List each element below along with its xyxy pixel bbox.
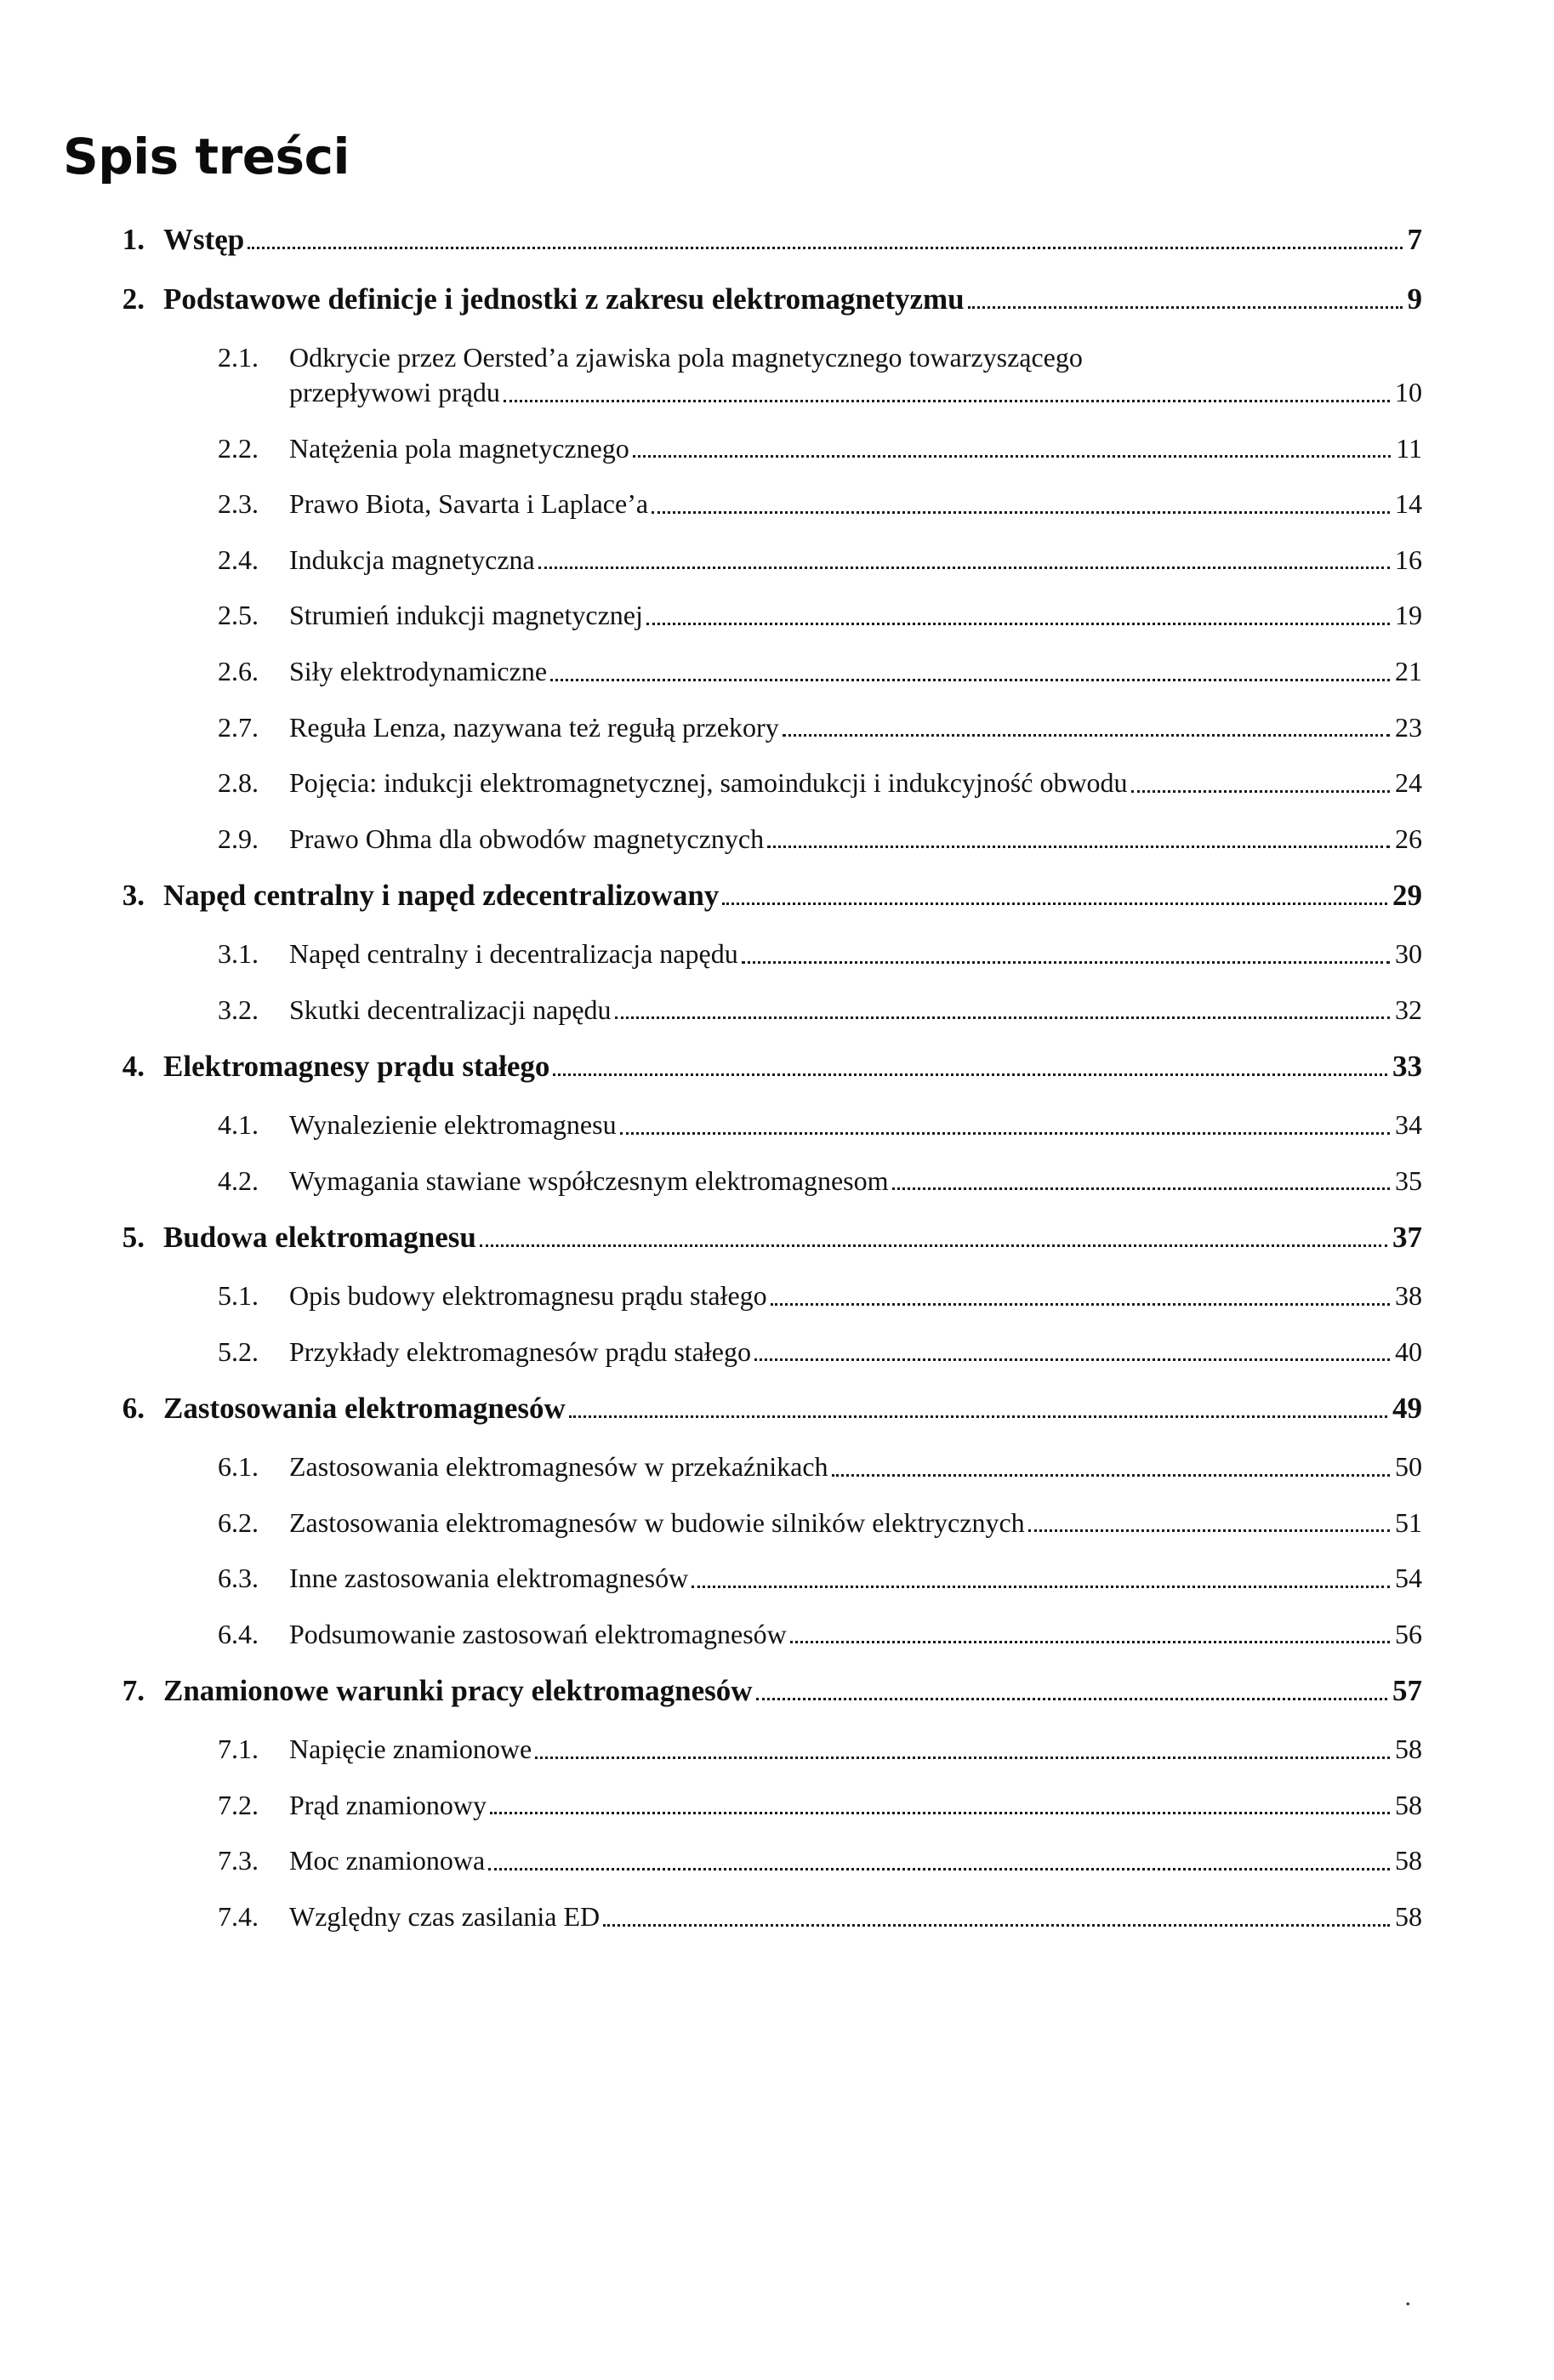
toc-entry-2[interactable] (51, 281, 1422, 318)
toc-entry-63[interactable] (51, 1561, 1422, 1597)
toc-leader-dots (968, 306, 1403, 309)
toc-entry-label: Siły elektrodynamiczne (289, 656, 548, 687)
toc-entry-number: 7.2. (218, 1789, 259, 1820)
toc-entry-label: Wynalezienie elektromagnesu (289, 1109, 617, 1141)
toc-entry-number: 4.1. (218, 1109, 259, 1141)
toc-entry-number: 7.3. (218, 1845, 259, 1876)
toc-leader-dots (783, 734, 1390, 737)
toc-page-number: 57 (1392, 1674, 1422, 1708)
toc-leader-dots (832, 1474, 1390, 1477)
toc-entry-number: 2.4. (218, 544, 259, 575)
toc-entry-label: Względny czas zasilania ED (289, 1900, 601, 1932)
toc-entry-label: Strumień indukcji magnetycznej (289, 600, 643, 631)
toc-entry-74[interactable] (51, 1899, 1422, 1935)
toc-entry-number: 7.4. (218, 1900, 259, 1932)
toc-entry-51[interactable] (51, 1278, 1422, 1314)
toc-leader-dots (652, 511, 1390, 514)
toc-entry-label: Wymagania stawiane współczesnym elektromagnesom (289, 1164, 889, 1196)
toc-entry-label: Reguła Lenza, nazywana też regułą przekory (289, 711, 779, 743)
toc-leader-dots (633, 455, 1391, 458)
toc-entry-number: 6. (122, 1392, 145, 1426)
toc-entry-number: 5. (122, 1221, 145, 1255)
toc-entry-number: 6.3. (218, 1563, 259, 1594)
toc-entry-label: Inne zastosowania elektromagnesów (289, 1563, 689, 1594)
table-of-contents (51, 221, 1422, 1935)
toc-entry-label: Podsumowanie zastosowań elektromagnesów (289, 1618, 787, 1649)
toc-entry-label: Znamionowe warunki pracy elektromagnesów (163, 1674, 753, 1708)
toc-entry-number: 7. (122, 1674, 145, 1708)
toc-leader-dots (620, 1132, 1390, 1135)
toc-entry-number: 2.8. (218, 767, 259, 799)
toc-entry-label: Napęd centralny i decentralizacja napędu (289, 938, 738, 970)
toc-entry-21[interactable] (51, 340, 1422, 411)
toc-leader-dots (790, 1641, 1390, 1643)
toc-leader-dots (504, 400, 1390, 402)
toc-page-number: 33 (1392, 1050, 1422, 1084)
toc-entry-label: Prawo Ohma dla obwodów magnetycznych (289, 823, 765, 854)
toc-entry-29[interactable] (51, 822, 1422, 857)
toc-entry-22[interactable] (51, 431, 1422, 467)
toc-page-number: 49 (1392, 1392, 1422, 1426)
toc-leader-dots (1131, 790, 1390, 793)
toc-page-number: 35 (1395, 1164, 1422, 1196)
toc-leader-dots (722, 902, 1387, 905)
toc-entry-6[interactable] (51, 1390, 1422, 1427)
toc-leader-dots (742, 961, 1390, 964)
toc-entry-label: Napęd centralny i napęd zdecentralizowany (163, 879, 720, 913)
toc-page-number: 26 (1395, 823, 1422, 854)
toc-entry-label: Odkrycie przez Oersted’a zjawiska pola magnetycznego towarzyszącego (289, 341, 1083, 373)
toc-page-number: 14 (1395, 488, 1422, 520)
toc-entry-1[interactable] (51, 221, 1422, 259)
toc-entry-number: 7.1. (218, 1734, 259, 1765)
toc-page-number: 23 (1395, 711, 1422, 743)
toc-page-number: 50 (1395, 1451, 1422, 1482)
toc-page-number: 16 (1395, 544, 1422, 575)
toc-page-number: 54 (1395, 1563, 1422, 1594)
toc-entry-61[interactable] (51, 1449, 1422, 1485)
toc-leader-dots (248, 247, 1402, 249)
toc-page-number: 58 (1395, 1900, 1422, 1932)
toc-entry-label: Opis budowy elektromagnesu prądu stałego (289, 1280, 767, 1312)
toc-entry-31[interactable] (51, 937, 1422, 972)
toc-entry-28[interactable] (51, 766, 1422, 801)
toc-entry-7[interactable] (51, 1672, 1422, 1710)
toc-leader-dots (488, 1868, 1390, 1870)
toc-leader-dots (646, 623, 1390, 625)
toc-entry-number: 2.3. (218, 488, 259, 520)
toc-entry-73[interactable] (51, 1843, 1422, 1879)
toc-entry-label: Zastosowania elektromagnesów (163, 1392, 566, 1426)
toc-leader-dots (550, 679, 1390, 681)
page-title: Spis treści (63, 128, 350, 185)
toc-page-number: 10 (1395, 377, 1422, 408)
toc-entry-number: 6.2. (218, 1506, 259, 1538)
toc-entry-32[interactable] (51, 993, 1422, 1028)
toc-page-number: 58 (1395, 1734, 1422, 1765)
toc-leader-dots (615, 1016, 1390, 1019)
toc-leader-dots (490, 1812, 1390, 1814)
toc-entry-number: 4.2. (218, 1164, 259, 1196)
toc-entry-label: Prawo Biota, Savarta i Laplace’a (289, 488, 649, 520)
toc-entry-number: 2. (122, 282, 145, 316)
toc-entry-23[interactable] (51, 487, 1422, 522)
toc-entry-label: Indukcja magnetyczna (289, 544, 535, 575)
toc-entry-64[interactable] (51, 1617, 1422, 1653)
toc-entry-4[interactable] (51, 1048, 1422, 1085)
toc-entry-label: Budowa elektromagnesu (163, 1221, 476, 1255)
toc-page-number: 51 (1395, 1506, 1422, 1538)
toc-entry-24[interactable] (51, 543, 1422, 578)
toc-entry-number: 2.2. (218, 432, 259, 464)
toc-leader-dots (771, 1303, 1390, 1306)
toc-entry-number: 5.2. (218, 1335, 259, 1367)
toc-entry-number: 2.7. (218, 711, 259, 743)
toc-page-number: 24 (1395, 767, 1422, 799)
toc-page-number: 19 (1395, 600, 1422, 631)
toc-entry-number: 2.6. (218, 656, 259, 687)
toc-entry-number: 5.1. (218, 1280, 259, 1312)
toc-entry-label: Zastosowania elektromagnesów w przekaźnikach (289, 1451, 828, 1482)
toc-entry-label: Zastosowania elektromagnesów w budowie silników elektrycznych (289, 1506, 1025, 1538)
toc-entry-label: Skutki decentralizacji napędu (289, 994, 612, 1025)
toc-entry-number: 6.4. (218, 1618, 259, 1649)
toc-entry-41[interactable] (51, 1107, 1422, 1143)
toc-page-number: 58 (1395, 1845, 1422, 1876)
toc-page-number: 32 (1395, 994, 1422, 1025)
toc-leader-dots (480, 1244, 1387, 1247)
toc-leader-dots (754, 1358, 1390, 1361)
toc-entry-3[interactable] (51, 877, 1422, 914)
toc-entry-42[interactable] (51, 1164, 1422, 1199)
toc-entry-label: Wstęp (163, 223, 245, 256)
toc-entry-label: Natężenia pola magnetycznego (289, 432, 629, 464)
toc-entry-71[interactable] (51, 1732, 1422, 1768)
toc-entry-5[interactable] (51, 1219, 1422, 1256)
toc-page-number: 9 (1407, 282, 1422, 316)
toc-entry-label-continued: przepływowi prądu (289, 377, 500, 408)
page-footer-mark: . (1404, 2283, 1411, 2311)
toc-entry-label: Elektromagnesy prądu stałego (163, 1050, 550, 1084)
toc-entry-number: 2.5. (218, 600, 259, 631)
toc-leader-dots (553, 1073, 1387, 1076)
toc-leader-dots (756, 1698, 1387, 1700)
toc-entry-label: Przykłady elektromagnesów prądu stałego (289, 1335, 751, 1367)
toc-page-number: 56 (1395, 1618, 1422, 1649)
toc-leader-dots (569, 1415, 1387, 1418)
toc-entry-number: 2.1. (218, 341, 259, 373)
toc-entry-62[interactable] (51, 1506, 1422, 1541)
toc-entry-52[interactable] (51, 1335, 1422, 1370)
toc-entry-number: 3.2. (218, 994, 259, 1025)
toc-entry-number: 4. (122, 1050, 145, 1084)
toc-entry-number: 3.1. (218, 938, 259, 970)
toc-page-number: 58 (1395, 1789, 1422, 1820)
toc-entry-25[interactable] (51, 598, 1422, 634)
toc-entry-label: Podstawowe definicje i jednostki z zakresu elektromagnetyzmu (163, 282, 965, 316)
toc-entry-label: Moc znamionowa (289, 1845, 486, 1876)
toc-entry-number: 3. (122, 879, 145, 913)
toc-entry-27[interactable] (51, 710, 1422, 746)
toc-leader-dots (767, 846, 1390, 848)
toc-page-number: 21 (1395, 656, 1422, 687)
toc-entry-label: Pojęcia: indukcji elektromagnetycznej, samoindukcji i indukcyjność obwodu (289, 767, 1128, 799)
toc-entry-number: 6.1. (218, 1451, 259, 1482)
toc-leader-dots (1028, 1529, 1390, 1532)
toc-page-number: 34 (1395, 1109, 1422, 1141)
toc-page-number: 30 (1395, 938, 1422, 970)
toc-page-number: 7 (1407, 223, 1422, 256)
toc-entry-number: 2.9. (218, 823, 259, 854)
toc-leader-dots (692, 1586, 1390, 1588)
toc-page-number: 11 (1396, 432, 1422, 464)
toc-entry-72[interactable] (51, 1788, 1422, 1824)
toc-leader-dots (603, 1924, 1390, 1927)
toc-page-number: 40 (1395, 1335, 1422, 1367)
toc-entry-26[interactable] (51, 654, 1422, 690)
toc-page-number: 38 (1395, 1280, 1422, 1312)
toc-page-number: 29 (1392, 879, 1422, 913)
toc-leader-dots (892, 1187, 1390, 1190)
toc-entry-number: 1. (122, 223, 145, 256)
toc-leader-dots (538, 567, 1390, 569)
toc-entry-label: Napięcie znamionowe (289, 1734, 532, 1765)
toc-page-number: 37 (1392, 1221, 1422, 1255)
toc-entry-label: Prąd znamionowy (289, 1789, 487, 1820)
toc-leader-dots (535, 1757, 1390, 1759)
